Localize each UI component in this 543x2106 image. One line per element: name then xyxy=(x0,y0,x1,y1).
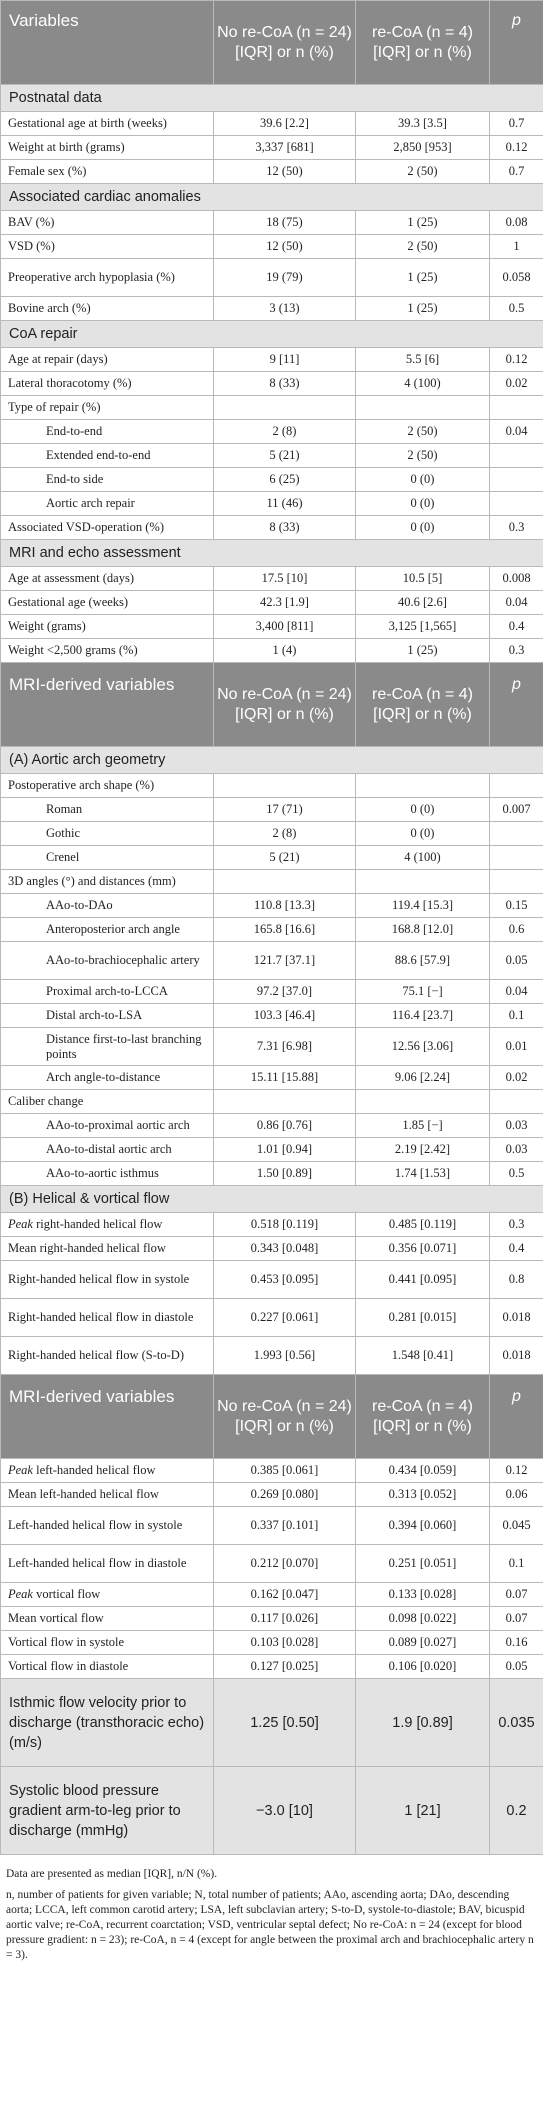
value-p: 0.2 xyxy=(490,1767,543,1855)
section-header-row xyxy=(1,321,543,348)
value-no-recoa: 1.50 [0.89] xyxy=(214,1162,356,1186)
table-row xyxy=(1,235,543,259)
value-p: 0.058 xyxy=(490,259,543,297)
header-variables: MRI-derived variables xyxy=(1,663,214,747)
table-row xyxy=(1,396,543,420)
row-label: Distal arch-to-LSA xyxy=(1,1004,214,1028)
value-recoa: 4 (100) xyxy=(356,372,490,396)
header-p-value: p xyxy=(490,1,543,85)
row-label xyxy=(1,1213,214,1237)
header-recoa: re-CoA (n = 4) [IQR] or n (%) xyxy=(356,1375,490,1459)
table-row xyxy=(1,639,543,663)
value-no-recoa: 3,337 [681] xyxy=(214,136,356,160)
row-label: AAo-to-DAo xyxy=(1,894,214,918)
value-recoa: 0.313 [0.052] xyxy=(356,1483,490,1507)
value-no-recoa: 6 (25) xyxy=(214,468,356,492)
section-title: MRI and echo assessment xyxy=(1,540,543,567)
value-p: 0.5 xyxy=(490,1162,543,1186)
row-label: Gestational age at birth (weeks) xyxy=(1,112,214,136)
table-row xyxy=(1,420,543,444)
row-label: Type of repair (%) xyxy=(1,396,214,420)
table-row xyxy=(1,1299,543,1337)
value-no-recoa: 165.8 [16.6] xyxy=(214,918,356,942)
value-recoa: 0.089 [0.027] xyxy=(356,1631,490,1655)
section-title: (A) Aortic arch geometry xyxy=(1,747,543,774)
value-p xyxy=(490,396,543,420)
value-recoa: 4 (100) xyxy=(356,846,490,870)
table-row xyxy=(1,492,543,516)
row-label-emphasis: Peak xyxy=(8,1217,33,1231)
value-no-recoa: 19 (79) xyxy=(214,259,356,297)
table-row xyxy=(1,468,543,492)
header-recoa: re-CoA (n = 4) [IQR] or n (%) xyxy=(356,1,490,85)
value-no-recoa: −3.0 [10] xyxy=(214,1767,356,1855)
value-recoa: 0.098 [0.022] xyxy=(356,1607,490,1631)
row-label-text: vortical flow xyxy=(32,1587,101,1601)
row-label: Anteroposterior arch angle xyxy=(1,918,214,942)
value-no-recoa: 0.343 [0.048] xyxy=(214,1237,356,1261)
table-row xyxy=(1,942,543,980)
value-p: 0.5 xyxy=(490,297,543,321)
value-p: 0.1 xyxy=(490,1545,543,1583)
value-p: 0.03 xyxy=(490,1114,543,1138)
value-p: 0.4 xyxy=(490,1237,543,1261)
value-p xyxy=(490,846,543,870)
value-recoa: 0 (0) xyxy=(356,516,490,540)
section-header-row xyxy=(1,184,543,211)
value-recoa: 2,850 [953] xyxy=(356,136,490,160)
row-label: AAo-to-distal aortic arch xyxy=(1,1138,214,1162)
value-no-recoa: 1 (4) xyxy=(214,639,356,663)
section-header-row xyxy=(1,1186,543,1213)
value-p xyxy=(490,822,543,846)
value-recoa: 119.4 [15.3] xyxy=(356,894,490,918)
value-no-recoa: 8 (33) xyxy=(214,372,356,396)
value-recoa: 2 (50) xyxy=(356,160,490,184)
value-no-recoa: 3 (13) xyxy=(214,297,356,321)
value-recoa: 12.56 [3.06] xyxy=(356,1028,490,1066)
table-row xyxy=(1,1545,543,1583)
value-p: 0.035 xyxy=(490,1679,543,1767)
header-p-value: p xyxy=(490,663,543,747)
row-label: Weight (grams) xyxy=(1,615,214,639)
value-recoa: 0.281 [0.015] xyxy=(356,1299,490,1337)
value-recoa xyxy=(356,396,490,420)
value-p: 0.12 xyxy=(490,1459,543,1483)
row-label: Weight at birth (grams) xyxy=(1,136,214,160)
row-label: Extended end-to-end xyxy=(1,444,214,468)
value-no-recoa: 1.01 [0.94] xyxy=(214,1138,356,1162)
value-recoa: 1 (25) xyxy=(356,211,490,235)
value-no-recoa: 0.337 [0.101] xyxy=(214,1507,356,1545)
value-p: 0.05 xyxy=(490,1655,543,1679)
row-label: AAo-to-proximal aortic arch xyxy=(1,1114,214,1138)
row-label: End-to side xyxy=(1,468,214,492)
value-recoa: 1 (25) xyxy=(356,297,490,321)
table-row xyxy=(1,798,543,822)
value-recoa: 1 (25) xyxy=(356,259,490,297)
value-p: 0.12 xyxy=(490,348,543,372)
row-label: Left-handed helical flow in diastole xyxy=(1,1545,214,1583)
value-recoa: 2 (50) xyxy=(356,235,490,259)
row-label: Proximal arch-to-LCCA xyxy=(1,980,214,1004)
value-no-recoa: 0.212 [0.070] xyxy=(214,1545,356,1583)
row-label-text: left-handed helical flow xyxy=(32,1463,156,1477)
value-recoa: 0.356 [0.071] xyxy=(356,1237,490,1261)
section-title: CoA repair xyxy=(1,321,543,348)
table-row xyxy=(1,1066,543,1090)
value-p: 0.018 xyxy=(490,1299,543,1337)
value-no-recoa xyxy=(214,396,356,420)
section-title: (B) Helical & vortical flow xyxy=(1,1186,543,1213)
value-recoa: 0 (0) xyxy=(356,468,490,492)
value-recoa: 0.394 [0.060] xyxy=(356,1507,490,1545)
value-recoa: 88.6 [57.9] xyxy=(356,942,490,980)
table-row xyxy=(1,980,543,1004)
value-no-recoa: 1.25 [0.50] xyxy=(214,1679,356,1767)
value-p: 0.02 xyxy=(490,372,543,396)
value-p: 1 xyxy=(490,235,543,259)
value-p: 0.3 xyxy=(490,639,543,663)
value-p xyxy=(490,774,543,798)
table-row xyxy=(1,136,543,160)
row-label: Vortical flow in diastole xyxy=(1,1655,214,1679)
row-label: BAV (%) xyxy=(1,211,214,235)
value-p: 0.018 xyxy=(490,1337,543,1375)
value-no-recoa: 0.127 [0.025] xyxy=(214,1655,356,1679)
row-label: Mean vortical flow xyxy=(1,1607,214,1631)
value-p: 0.04 xyxy=(490,591,543,615)
row-label: Age at assessment (days) xyxy=(1,567,214,591)
value-p: 0.8 xyxy=(490,1261,543,1299)
value-recoa: 10.5 [5] xyxy=(356,567,490,591)
table-row xyxy=(1,1138,543,1162)
value-recoa: 168.8 [12.0] xyxy=(356,918,490,942)
row-label: Arch angle-to-distance xyxy=(1,1066,214,1090)
section-header-row xyxy=(1,540,543,567)
table-row xyxy=(1,567,543,591)
table-header-row xyxy=(1,1375,543,1459)
value-recoa: 116.4 [23.7] xyxy=(356,1004,490,1028)
table-row xyxy=(1,1631,543,1655)
table-row xyxy=(1,615,543,639)
value-p: 0.06 xyxy=(490,1483,543,1507)
value-recoa: 1.74 [1.53] xyxy=(356,1162,490,1186)
value-p: 0.02 xyxy=(490,1066,543,1090)
value-no-recoa: 3,400 [811] xyxy=(214,615,356,639)
row-label: Female sex (%) xyxy=(1,160,214,184)
table-row xyxy=(1,1459,543,1483)
value-recoa: 39.3 [3.5] xyxy=(356,112,490,136)
value-p: 0.03 xyxy=(490,1138,543,1162)
value-no-recoa xyxy=(214,870,356,894)
value-no-recoa: 0.269 [0.080] xyxy=(214,1483,356,1507)
value-recoa: 2 (50) xyxy=(356,420,490,444)
row-label: Roman xyxy=(1,798,214,822)
value-no-recoa: 8 (33) xyxy=(214,516,356,540)
row-label: Weight <2,500 grams (%) xyxy=(1,639,214,663)
value-recoa: 1 (25) xyxy=(356,639,490,663)
value-recoa: 9.06 [2.24] xyxy=(356,1066,490,1090)
row-label: AAo-to-brachiocephalic artery xyxy=(1,942,214,980)
value-no-recoa: 7.31 [6.98] xyxy=(214,1028,356,1066)
table-row xyxy=(1,1679,543,1767)
table-row xyxy=(1,894,543,918)
value-no-recoa: 5 (21) xyxy=(214,444,356,468)
value-recoa: 3,125 [1,565] xyxy=(356,615,490,639)
row-label xyxy=(1,1583,214,1607)
value-no-recoa: 18 (75) xyxy=(214,211,356,235)
value-recoa: 0.441 [0.095] xyxy=(356,1261,490,1299)
table-row xyxy=(1,1090,543,1114)
value-no-recoa xyxy=(214,774,356,798)
value-no-recoa: 12 (50) xyxy=(214,160,356,184)
table-row xyxy=(1,112,543,136)
value-recoa: 0 (0) xyxy=(356,822,490,846)
row-label: Gestational age (weeks) xyxy=(1,591,214,615)
section-header-row xyxy=(1,85,543,112)
table-row xyxy=(1,1028,543,1066)
row-label xyxy=(1,1459,214,1483)
row-label: Isthmic flow velocity prior to discharge (transthoracic echo) (m/s) xyxy=(1,1679,214,1767)
row-label: Mean left-handed helical flow xyxy=(1,1483,214,1507)
row-label-text: right-handed helical flow xyxy=(32,1217,163,1231)
value-recoa: 0.485 [0.119] xyxy=(356,1213,490,1237)
row-label: Bovine arch (%) xyxy=(1,297,214,321)
header-no-recoa: No re-CoA (n = 24) [IQR] or n (%) xyxy=(214,663,356,747)
header-no-recoa: No re-CoA (n = 24) [IQR] or n (%) xyxy=(214,1,356,85)
row-label: Gothic xyxy=(1,822,214,846)
value-recoa: 1 [21] xyxy=(356,1767,490,1855)
row-label: Crenel xyxy=(1,846,214,870)
value-p: 0.07 xyxy=(490,1583,543,1607)
row-label: Age at repair (days) xyxy=(1,348,214,372)
row-label: End-to-end xyxy=(1,420,214,444)
value-recoa: 40.6 [2.6] xyxy=(356,591,490,615)
value-p: 0.1 xyxy=(490,1004,543,1028)
table-footnotes xyxy=(0,1855,543,1963)
table-row xyxy=(1,1655,543,1679)
value-p: 0.7 xyxy=(490,112,543,136)
value-no-recoa: 0.385 [0.061] xyxy=(214,1459,356,1483)
value-p: 0.7 xyxy=(490,160,543,184)
table-row xyxy=(1,1767,543,1855)
value-no-recoa: 15.11 [15.88] xyxy=(214,1066,356,1090)
section-title: Postnatal data xyxy=(1,85,543,112)
row-label: Right-handed helical flow (S-to-D) xyxy=(1,1337,214,1375)
value-recoa: 1.548 [0.41] xyxy=(356,1337,490,1375)
table-row xyxy=(1,1607,543,1631)
row-label: Right-handed helical flow in diastole xyxy=(1,1299,214,1337)
section-header-row xyxy=(1,747,543,774)
table-row xyxy=(1,870,543,894)
value-no-recoa: 17 (71) xyxy=(214,798,356,822)
value-p: 0.16 xyxy=(490,1631,543,1655)
table-row xyxy=(1,160,543,184)
value-p: 0.6 xyxy=(490,918,543,942)
value-recoa: 2.19 [2.42] xyxy=(356,1138,490,1162)
value-p xyxy=(490,492,543,516)
table-row xyxy=(1,348,543,372)
row-label: Caliber change xyxy=(1,1090,214,1114)
header-recoa: re-CoA (n = 4) [IQR] or n (%) xyxy=(356,663,490,747)
table-row xyxy=(1,822,543,846)
table-row xyxy=(1,372,543,396)
value-no-recoa: 110.8 [13.3] xyxy=(214,894,356,918)
value-no-recoa: 0.227 [0.061] xyxy=(214,1299,356,1337)
table-row xyxy=(1,1583,543,1607)
row-label: Preoperative arch hypoplasia (%) xyxy=(1,259,214,297)
table-header-row xyxy=(1,663,543,747)
value-p: 0.4 xyxy=(490,615,543,639)
row-label: Postoperative arch shape (%) xyxy=(1,774,214,798)
table-row xyxy=(1,1483,543,1507)
value-no-recoa: 0.162 [0.047] xyxy=(214,1583,356,1607)
value-p: 0.07 xyxy=(490,1607,543,1631)
value-p: 0.15 xyxy=(490,894,543,918)
row-label: Distance first-to-last branching points xyxy=(1,1028,214,1066)
value-no-recoa: 1.993 [0.56] xyxy=(214,1337,356,1375)
row-label: 3D angles (°) and distances (mm) xyxy=(1,870,214,894)
value-no-recoa: 12 (50) xyxy=(214,235,356,259)
row-label: Lateral thoracotomy (%) xyxy=(1,372,214,396)
value-no-recoa: 0.453 [0.095] xyxy=(214,1261,356,1299)
value-no-recoa: 2 (8) xyxy=(214,420,356,444)
value-p: 0.12 xyxy=(490,136,543,160)
row-label: VSD (%) xyxy=(1,235,214,259)
value-recoa: 0.251 [0.051] xyxy=(356,1545,490,1583)
value-no-recoa: 39.6 [2.2] xyxy=(214,112,356,136)
value-p xyxy=(490,1090,543,1114)
value-recoa: 0.106 [0.020] xyxy=(356,1655,490,1679)
value-no-recoa: 0.103 [0.028] xyxy=(214,1631,356,1655)
value-no-recoa: 121.7 [37.1] xyxy=(214,942,356,980)
header-no-recoa: No re-CoA (n = 24) [IQR] or n (%) xyxy=(214,1375,356,1459)
value-no-recoa: 42.3 [1.9] xyxy=(214,591,356,615)
table-row xyxy=(1,846,543,870)
row-label-emphasis: Peak xyxy=(8,1587,33,1601)
row-label: Associated VSD-operation (%) xyxy=(1,516,214,540)
value-no-recoa: 103.3 [46.4] xyxy=(214,1004,356,1028)
value-no-recoa: 0.518 [0.119] xyxy=(214,1213,356,1237)
footnote-data-format: Data are presented as median [IQR], n/N (%). xyxy=(6,1868,218,1880)
value-no-recoa: 17.5 [10] xyxy=(214,567,356,591)
value-recoa: 1.85 [−] xyxy=(356,1114,490,1138)
value-p xyxy=(490,444,543,468)
table-row xyxy=(1,1237,543,1261)
value-no-recoa: 11 (46) xyxy=(214,492,356,516)
value-recoa: 0.133 [0.028] xyxy=(356,1583,490,1607)
row-label: Mean right-handed helical flow xyxy=(1,1237,214,1261)
table-row xyxy=(1,1261,543,1299)
header-variables: MRI-derived variables xyxy=(1,1375,214,1459)
table-row xyxy=(1,774,543,798)
row-label: Left-handed helical flow in systole xyxy=(1,1507,214,1545)
value-recoa xyxy=(356,1090,490,1114)
value-p: 0.008 xyxy=(490,567,543,591)
value-p: 0.3 xyxy=(490,1213,543,1237)
value-p: 0.01 xyxy=(490,1028,543,1066)
header-p-value: p xyxy=(490,1375,543,1459)
value-no-recoa: 2 (8) xyxy=(214,822,356,846)
value-no-recoa: 0.117 [0.026] xyxy=(214,1607,356,1631)
table-row xyxy=(1,1114,543,1138)
table-row xyxy=(1,1507,543,1545)
value-p: 0.08 xyxy=(490,211,543,235)
value-p: 0.007 xyxy=(490,798,543,822)
value-p: 0.04 xyxy=(490,980,543,1004)
row-label: AAo-to-aortic isthmus xyxy=(1,1162,214,1186)
value-recoa: 1.9 [0.89] xyxy=(356,1679,490,1767)
table-row xyxy=(1,1004,543,1028)
value-p: 0.3 xyxy=(490,516,543,540)
table-row xyxy=(1,444,543,468)
table-row xyxy=(1,1213,543,1237)
table-header-row xyxy=(1,1,543,85)
value-recoa xyxy=(356,774,490,798)
value-p xyxy=(490,870,543,894)
table-row xyxy=(1,918,543,942)
section-title: Associated cardiac anomalies xyxy=(1,184,543,211)
table-row xyxy=(1,211,543,235)
value-no-recoa: 9 [11] xyxy=(214,348,356,372)
value-recoa: 5.5 [6] xyxy=(356,348,490,372)
header-variables: Variables xyxy=(1,1,214,85)
value-p: 0.05 xyxy=(490,942,543,980)
row-label: Systolic blood pressure gradient arm-to-leg prior to discharge (mmHg) xyxy=(1,1767,214,1855)
table-row xyxy=(1,297,543,321)
value-p: 0.045 xyxy=(490,1507,543,1545)
footnote-abbreviations: n, number of patients for given variable; N, total number of patients; AAo, ascending aorta; DAo, descending aorta; LCCA, left common carotid artery; LSA, left subclavian artery; S-to-D, systole-to-diastole; BAV, bicuspid aortic valve; re-CoA, recurrent coarctation; VSD, ventricular septal defect; No re-CoA: n = 24 (except for blood pressure gradient: n = 23); re-CoA, n = 4 (except for angle between the proximal arch and brachiocephalic artery n = 3). xyxy=(6,1889,534,1961)
row-label: Aortic arch repair xyxy=(1,492,214,516)
value-no-recoa: 5 (21) xyxy=(214,846,356,870)
row-label: Right-handed helical flow in systole xyxy=(1,1261,214,1299)
value-no-recoa: 97.2 [37.0] xyxy=(214,980,356,1004)
value-recoa xyxy=(356,870,490,894)
value-no-recoa xyxy=(214,1090,356,1114)
value-p xyxy=(490,468,543,492)
value-no-recoa: 0.86 [0.76] xyxy=(214,1114,356,1138)
value-p: 0.04 xyxy=(490,420,543,444)
row-label-emphasis: Peak xyxy=(8,1463,33,1477)
table-row xyxy=(1,1337,543,1375)
table-row xyxy=(1,591,543,615)
table-row xyxy=(1,516,543,540)
value-recoa: 75.1 [−] xyxy=(356,980,490,1004)
value-recoa: 0 (0) xyxy=(356,492,490,516)
table-row xyxy=(1,259,543,297)
table-row xyxy=(1,1162,543,1186)
value-recoa: 0.434 [0.059] xyxy=(356,1459,490,1483)
row-label: Vortical flow in systole xyxy=(1,1631,214,1655)
value-recoa: 2 (50) xyxy=(356,444,490,468)
value-recoa: 0 (0) xyxy=(356,798,490,822)
